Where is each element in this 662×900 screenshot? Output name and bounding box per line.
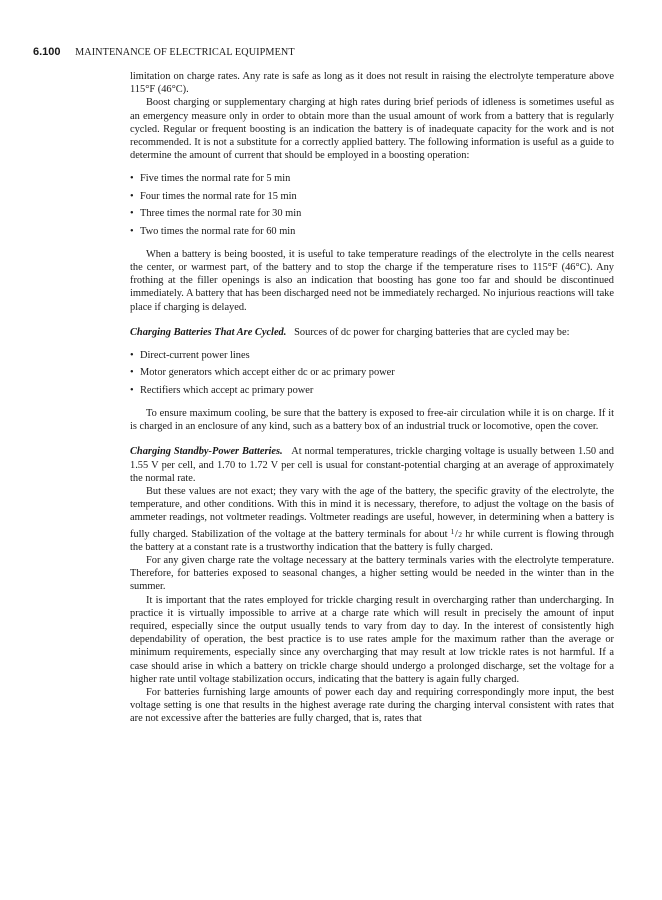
power-source-list [130, 349, 614, 397]
section-charging-standby [130, 445, 614, 485]
paragraph-boost-charging: Boost charging or supplementary charging at high rates during brief periods of idleness is sometimes useful as an emergency measure only in order to obtain more than the usual amount of work from a battery that is regularly cycled. Regular or frequent boosting is an indication the battery is of inadequate capacity for the work and is not recommended. It is not a substitute for a correctly applied battery. The following information is useful as a guide to determine the amount of current that should be employed in a boosting operation: [130, 97, 614, 162]
paragraph-trickle-rates: It is important that the rates employed for trickle charging result in overcharging rather than undercharging. In practice it is virtually impossible to arrive at a charge rate which will result in precisely the amount of input required, especially since the output usually tends to vary from day to day. In the interest of consistently high dependability of operation, the best practice is to use rates ample for the maximum rather than the average or minimum requirements, especially since any overcharging that may result at low trickle rates is not harmful. If a case should arise in which a battery on trickle charge should undergo a prolonged discharge, set the voltage for a higher rate until voltage stabilization occurs, indicating that the battery is again fully charged. [130, 594, 614, 685]
list-item: • Two times the normal rate for 60 min [130, 225, 296, 237]
fraction-half: $^1$/2 [450, 526, 463, 540]
list-item: • Direct-current power lines [130, 350, 250, 362]
chapter-title: MAINTENANCE OF ELECTRICAL EQUIPMENT [75, 47, 295, 58]
bullet-icon: • [130, 384, 134, 396]
list-item: • Rectifiers which accept ac primary power [130, 384, 314, 396]
paragraph-boost-temperature: When a battery is being boosted, it is useful to take temperature readings of the electrolyte in the cells nearest the center, or warmest part, of the battery and to stop the charge if the temperature rises to 115°F (46°C). Any frothing at the filler openings is also an indication that boosting has gone too far and should be discontinued immediately. A battery that has been discharged need not be immediately recharged. No injurious reactions will take place if charging is delayed. [130, 248, 614, 313]
bullet-icon: • [130, 173, 134, 185]
section-text-cycled: Sources of dc power for charging batteries that are cycled may be: [294, 326, 570, 338]
bullet-icon: • [130, 190, 134, 202]
section-text-standby: At normal temperatures, trickle charging voltage is usually between 1.50 and 1.55 V per cell, and 1.70 to 1.72 V per cell is usual for constant-potential charging at an average of approximately the normal rate. [130, 446, 614, 484]
section-heading-standby: Charging Standby-Power Batteries. [130, 446, 283, 458]
bullet-icon: • [130, 225, 134, 237]
bullet-icon: • [130, 367, 134, 379]
bullet-icon: • [130, 208, 134, 220]
bullet-icon: • [130, 350, 134, 362]
section-heading-cycled: Charging Batteries That Are Cycled. [130, 326, 287, 338]
paragraph-temperature-setting: For any given charge rate the voltage necessary at the battery terminals varies with the electrolyte temperature. Therefore, for batteries exposed to seasonal changes, a higher setting would be needed in the winter than in the summer. [130, 555, 614, 593]
paragraph-large-power: For batteries furnishing large amounts of power each day and requiring correspondingly more input, the best voltage setting is one that results in the highest average rate during the charging interval consistent with rates that are not excessive after the batteries are fully charged, that is, rates that [130, 687, 614, 725]
running-header [33, 46, 295, 58]
list-item: • Motor generators which accept either dc or ac primary power [130, 367, 395, 379]
paragraph-voltage-values: But these values are not exact; they vary with the age of the battery, the specific gravity of the electrolyte, the temperature, and other conditions. With this in mind it is necessary, therefore, to adjust the voltage on the basis of ammeter readings, not voltmeter readings. Voltmeter readings are useful, however, in determining when a battery is fully charged. Stabilization of the voltage at the battery terminals for about $^1$/2 hr while current is flowing through the battery at a constant rate is a trustworthy indication that the battery is fully charged. [130, 486, 614, 553]
paragraph-cooling: To ensure maximum cooling, be sure that the battery is exposed to free-air circulation while it is on charge. If it is charged in an enclosure of any kind, such as a battery box of an industrial truck or locomotive, open the cover. [130, 408, 614, 433]
page-number: 6.100 [33, 46, 61, 58]
list-item: • Five times the normal rate for 5 min [130, 173, 291, 185]
paragraph-continuation: limitation on charge rates. Any rate is safe as long as it does not result in raising the electrolyte temperature above 115°F (46°C). [130, 71, 614, 96]
boost-rate-list [130, 172, 614, 237]
section-charging-cycled [130, 326, 614, 339]
list-item: • Three times the normal rate for 30 min [130, 208, 302, 220]
page-body [130, 70, 614, 726]
list-item: • Four times the normal rate for 15 min [130, 190, 297, 202]
